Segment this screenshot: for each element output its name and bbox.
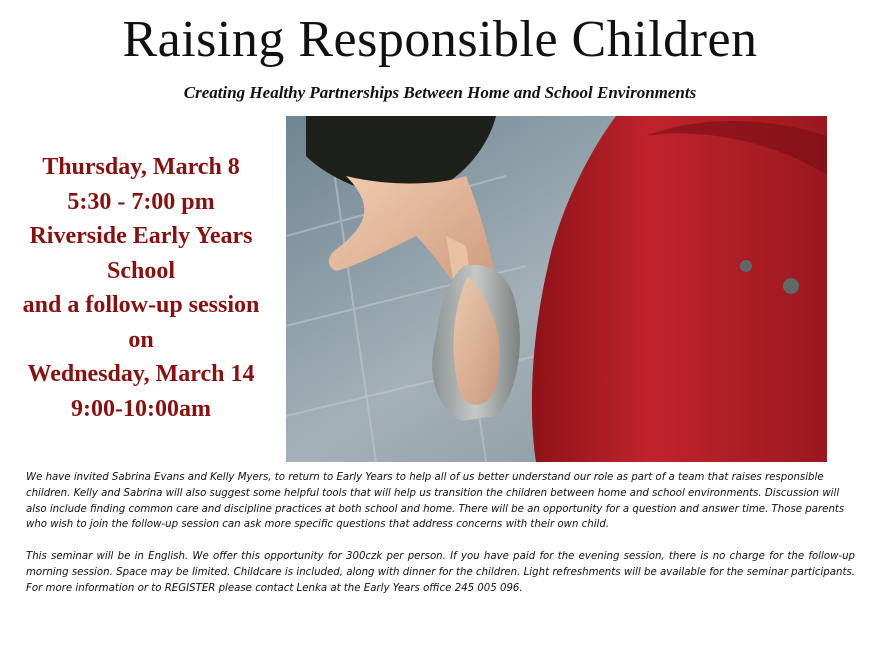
hand-holding-photo (286, 116, 827, 462)
flyer-subtitle: Creating Healthy Partnerships Between Home and School Environments (183, 83, 697, 102)
followup-date: Wednesday, March 14 (27, 361, 255, 387)
event-date: Thursday, March 8 (42, 154, 240, 180)
followup-on: on (128, 326, 154, 353)
flyer-title: Raising Responsible Children (122, 11, 758, 68)
description-paragraph-2: This seminar will be in English. We offer this opportunity for 300czk per person. If you have paid for the evening session, there is no charge for the follow-up morning session. Space may be limited. Childcare is included, along with dinner for the children. Light refreshments will be available for the seminar participants. For more information or to REGISTER please contact Lenka at the Early Years office 245 005 096. (26, 550, 855, 594)
followup-time: 9:00-10:00am (71, 395, 211, 422)
followup-label: and a follow-up session (22, 292, 260, 318)
event-details (0, 150, 282, 426)
event-venue: Riverside Early Years (29, 223, 253, 249)
photo-illustration (286, 116, 827, 462)
event-venue-cont: School (106, 257, 175, 284)
description (26, 470, 855, 596)
description-paragraph-1: We have invited Sabrina Evans and Kelly Myers, to return to Early Years to help all of us better understand our role as part of a team that raises responsible children. Kelly and Sabrina will also suggest some helpful tools that will help us transition the children between home and school environments. Discussion will also include finding common care and discipline practices at both school and home. There will be an opportunity for a question and answer time. Those parents who wish to join the follow-up session can ask more specific questions that address concerns with their own child. (26, 472, 845, 531)
event-time: 5:30 - 7:00 pm (67, 188, 215, 215)
